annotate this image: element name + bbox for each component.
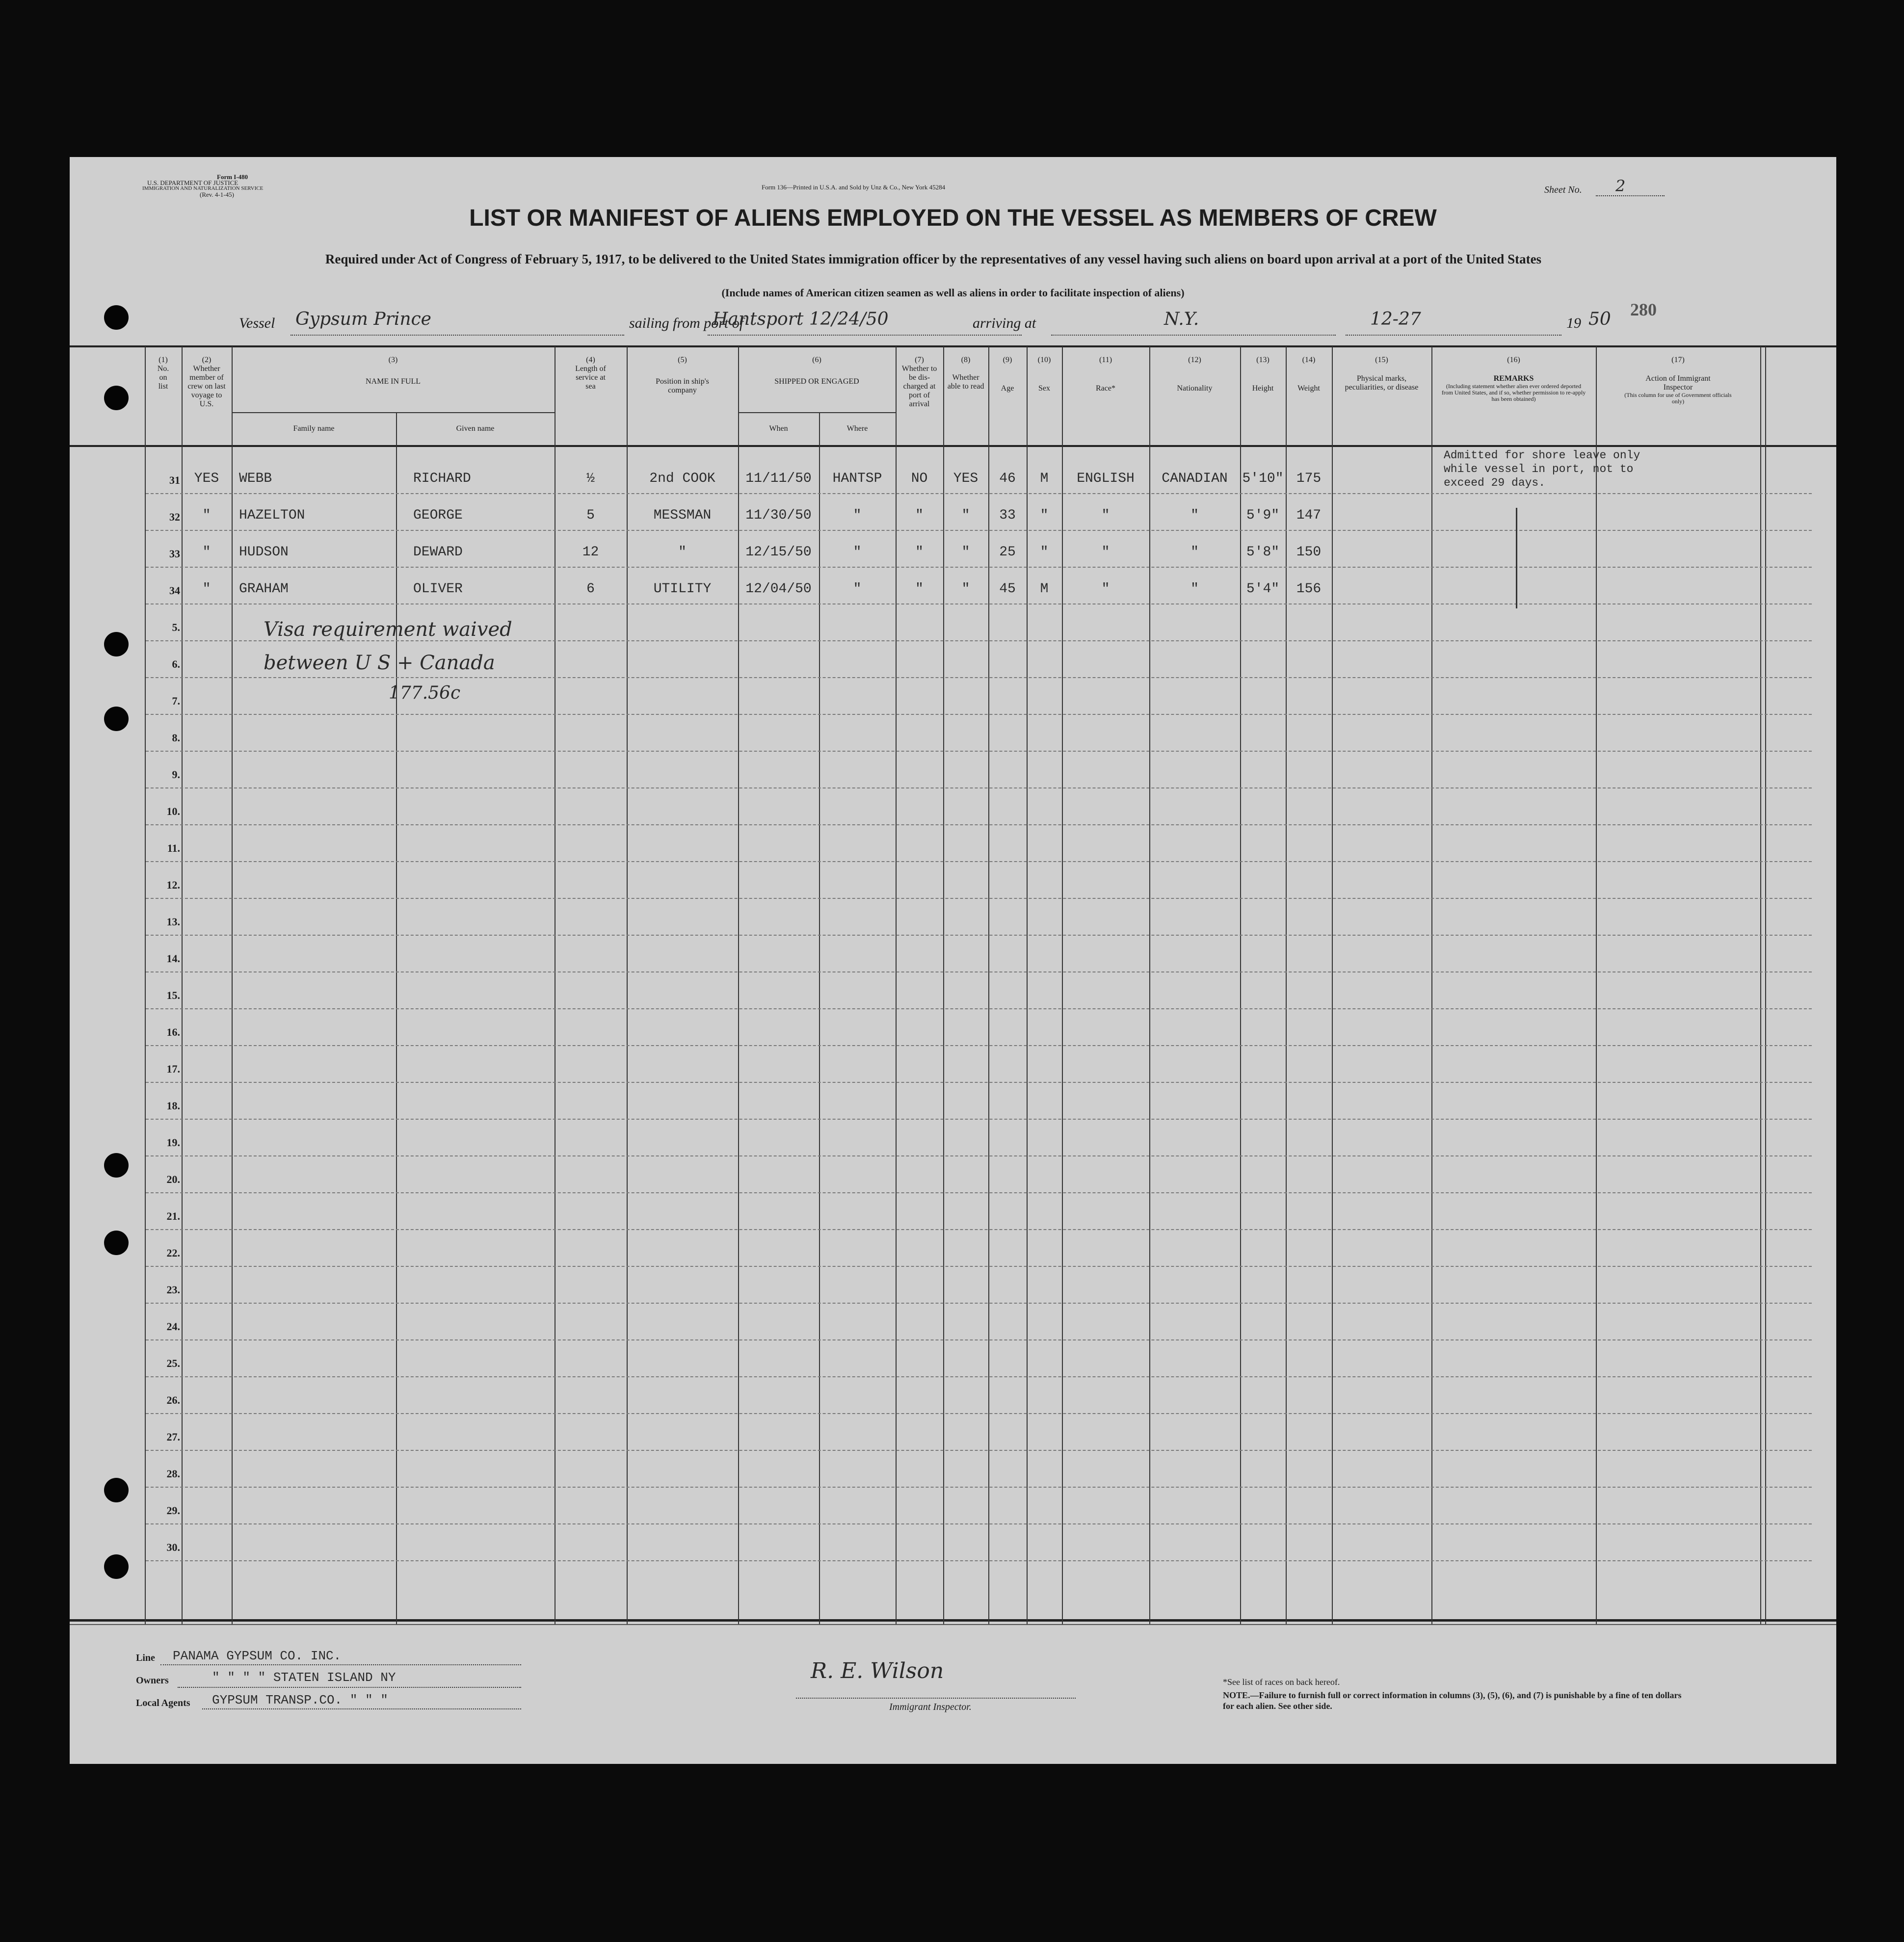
row-rule [146, 824, 1812, 825]
handwritten-note-line: Visa requirement waived [264, 618, 512, 641]
header-col-number: (3) [388, 356, 398, 364]
header-col-number: (11) [1099, 356, 1112, 364]
col-divider [738, 346, 739, 1624]
row-rule [146, 1523, 1812, 1524]
row-number: 22. [166, 1247, 180, 1259]
penalty-note-text: —Failure to furnish full or correct information in columns (3), (5), (6), and (7) is punishable by a fine of ten dollars for each alien. See other side. [1223, 1690, 1682, 1711]
col-divider [182, 346, 183, 1624]
cell-age: 33 [999, 508, 1016, 523]
cell-family: HUDSON [239, 545, 289, 560]
row-rule [146, 1339, 1812, 1340]
row-rule [146, 935, 1812, 936]
col-divider [1332, 346, 1333, 1624]
agents-label: Local Agents [136, 1698, 190, 1708]
printer-note: Form 136—Printed in U.S.A. and Sold by Unz & Co., New York 45284 [762, 184, 946, 191]
cell-sex: " [1040, 545, 1049, 560]
cell-when: 12/04/50 [745, 581, 812, 597]
service: IMMIGRATION AND NATURALIZATION SERVICE [142, 185, 264, 191]
header-no-on-list [145, 356, 182, 391]
cell-nationality: " [1190, 508, 1199, 523]
row-number: 34 [169, 584, 180, 597]
header-able-to-read [943, 356, 988, 391]
header-col-number: (5) [678, 356, 687, 364]
cell-where: HANTSP [832, 471, 882, 486]
cell-when: 11/30/50 [745, 508, 812, 523]
row-rule [146, 787, 1812, 788]
cell-sex: M [1040, 471, 1049, 486]
row-rule [146, 971, 1812, 972]
cell-race: " [1101, 508, 1110, 523]
page-title: LIST OR MANIFEST OF ALIENS EMPLOYED ON THE VESSEL AS MEMBERS OF CREW [469, 205, 1437, 231]
header-col-number: (17) [1671, 356, 1685, 364]
header-position [627, 356, 738, 395]
penalty-note [1223, 1690, 1689, 1711]
remarks-line: Admitted for shore leave only [1444, 449, 1640, 462]
arriving-label: arriving at [973, 315, 1036, 331]
header-col-label: Whether able to read [947, 373, 984, 391]
line-value: PANAMA GYPSUM CO. INC. [173, 1649, 342, 1663]
col-divider [1431, 346, 1432, 1624]
header-col-label: Physical marks, peculiarities, or disease [1345, 374, 1419, 392]
cell-position: MESSMAN [653, 508, 712, 523]
cell-position: 2nd COOK [649, 471, 715, 486]
races-note: *See list of races on back hereof. [1223, 1677, 1340, 1687]
row-number: 12. [166, 879, 180, 891]
department: U.S. DEPARTMENT OF JUSTICE [147, 179, 238, 186]
header-col-label: Length of service at sea [575, 365, 606, 391]
header-col-label: Nationality [1177, 384, 1213, 393]
row-number: 15. [166, 989, 180, 1001]
agents-value: GYPSUM TRANSP.CO. " " " [212, 1693, 388, 1707]
cell-where: " [853, 545, 862, 560]
agents-underline [202, 1708, 521, 1709]
col-divider [1760, 346, 1761, 1624]
row-rule [146, 861, 1812, 862]
cell-age: 45 [999, 581, 1016, 597]
cell-race: ENGLISH [1077, 471, 1135, 486]
cell-height: 5'8" [1246, 545, 1280, 560]
manifest-sheet [70, 157, 1836, 1764]
header-col-label: No. on list [157, 365, 169, 391]
cell-race: " [1101, 581, 1110, 597]
col-divider [232, 346, 233, 1624]
punch-hole [104, 632, 129, 656]
row-number: 11. [167, 842, 180, 854]
row-rule [146, 677, 1812, 678]
cell-last-voyage: " [202, 508, 211, 523]
row-number: 14. [166, 952, 180, 965]
punch-hole [104, 305, 129, 330]
table-bottom-rule-2 [70, 1624, 1836, 1625]
header-col-label: Sex [1038, 384, 1050, 393]
row-number: 26. [166, 1394, 180, 1406]
header-col-note: (Including statement whether alien ever ordered deported from United States, and if so, whether permission to re-apply has been obtained) [1441, 383, 1586, 402]
remarks-line: exceed 29 days. [1444, 476, 1546, 489]
row-rule [146, 751, 1812, 752]
cell-last-voyage: " [202, 545, 211, 560]
header-col-number: (7) [915, 356, 924, 364]
row-rule [146, 1413, 1812, 1414]
header-col-label: SHIPPED OR ENGAGED [774, 377, 859, 386]
sailing-port: Hantsport 12/24/50 [713, 309, 889, 329]
sailing-label: sailing from port of [629, 315, 744, 331]
row-number: 23. [166, 1284, 180, 1296]
col-divider [1027, 346, 1028, 1624]
cell-discharged: " [915, 508, 924, 523]
row-rule [146, 714, 1812, 715]
row-rule [146, 1082, 1812, 1083]
header-col-number: (8) [961, 356, 971, 364]
header-col-label: Position in ship's company [656, 377, 709, 394]
col-divider [1286, 346, 1287, 1624]
header-col-number: (10) [1037, 356, 1051, 364]
row-rule [146, 1450, 1812, 1451]
row-number: 28. [166, 1468, 180, 1480]
handwritten-note-line: between U S + Canada [264, 652, 495, 674]
inspector-label: Immigrant Inspector. [889, 1702, 972, 1712]
ditto-bracket-line [1516, 508, 1517, 608]
cell-where: " [853, 508, 862, 523]
cell-weight: 175 [1296, 471, 1322, 486]
cell-given: OLIVER [413, 581, 463, 597]
cell-read: " [961, 545, 970, 560]
vessel-name: Gypsum Prince [295, 309, 431, 329]
header-col-number: (6) [812, 356, 821, 364]
owners-label: Owners [136, 1675, 169, 1686]
header-age [988, 356, 1027, 393]
cell-given: DEWARD [413, 545, 463, 560]
cell-sex: " [1040, 508, 1049, 523]
header-col-label: Whether member of crew on last voyage to U.S. [187, 365, 226, 408]
header-col-label: Race* [1096, 384, 1115, 393]
vessel-label: Vessel [239, 315, 275, 331]
header-col-number: (13) [1256, 356, 1269, 364]
cell-nationality: " [1190, 581, 1199, 597]
sheet-number: 2 [1615, 177, 1626, 195]
cell-family: WEBB [239, 471, 272, 486]
cell-discharged: " [915, 545, 924, 560]
cell-weight: 150 [1296, 545, 1322, 560]
header-col-number: (16) [1507, 356, 1520, 364]
cell-read: " [961, 581, 970, 597]
cell-discharged: " [915, 581, 924, 597]
row-number: 30. [166, 1541, 180, 1553]
row-number: 6. [172, 658, 180, 670]
header-col-label: Height [1252, 384, 1274, 393]
cell-when: 12/15/50 [745, 545, 812, 560]
row-number: 33 [169, 548, 180, 560]
header-col-number: (15) [1375, 356, 1388, 364]
col-divider [988, 346, 989, 1624]
col-divider [1149, 346, 1150, 1624]
cell-family: GRAHAM [239, 581, 289, 597]
row-rule [146, 1303, 1812, 1304]
row-rule [146, 1045, 1812, 1046]
header-discharged [896, 356, 943, 409]
header-col-number: (1) [159, 356, 168, 364]
row-rule [146, 1560, 1812, 1561]
cell-service: 6 [586, 581, 595, 597]
header-physical-marks [1332, 356, 1431, 392]
row-rule [146, 1008, 1812, 1009]
header-col-number: (9) [1003, 356, 1012, 364]
col-divider [1240, 346, 1241, 1624]
col-divider [1062, 346, 1063, 1624]
header-remarks [1431, 356, 1596, 402]
punch-hole [104, 707, 129, 731]
header-family-name: Family name [293, 424, 335, 433]
shipped-subheader-rule [738, 412, 896, 413]
row-number: 32 [169, 511, 180, 523]
cell-height: 5'9" [1246, 508, 1280, 523]
cell-given: RICHARD [413, 471, 471, 486]
row-number: 8. [172, 732, 180, 744]
header-bottom-rule [70, 445, 1836, 447]
handwritten-note-line: 177.56c [389, 683, 461, 703]
header-shipped-or-engaged [738, 356, 896, 386]
header-sex [1027, 356, 1062, 393]
header-col-label: REMARKS [1493, 374, 1534, 383]
cell-read: " [961, 508, 970, 523]
cell-service: ½ [586, 471, 595, 486]
row-rule [146, 1229, 1812, 1230]
row-rule [146, 530, 1812, 531]
arrival-year: 50 [1588, 309, 1611, 329]
cell-given: GEORGE [413, 508, 463, 523]
row-number: 24. [166, 1320, 180, 1333]
cell-nationality: " [1190, 545, 1199, 560]
punch-hole [104, 1153, 129, 1178]
remarks-line: while vessel in port, not to [1444, 463, 1634, 475]
name-subheader-rule [232, 412, 555, 413]
cell-last-voyage: YES [194, 471, 219, 486]
cell-height: 5'4" [1246, 581, 1280, 597]
row-rule [146, 1487, 1812, 1488]
table-bottom-rule [70, 1619, 1836, 1622]
row-number: 18. [166, 1100, 180, 1112]
cell-service: 12 [582, 545, 599, 560]
arriving-underline [1051, 335, 1336, 336]
header-inspector-action [1596, 356, 1760, 405]
requirement-text: Required under Act of Congress of February 5, 1917, to be delivered to the United States immigration officer by the representatives of any vessel having such aliens on board upon arrival at a port of the United States [325, 252, 1542, 266]
col-divider [943, 346, 944, 1624]
cell-age: 46 [999, 471, 1016, 486]
header-col-number: (2) [202, 356, 212, 364]
date-underline [1346, 335, 1561, 336]
inspector-signature: R. E. Wilson [811, 1658, 944, 1683]
header-col-label: Whether to be dis-charged at port of arrival [901, 365, 937, 408]
row-number: 13. [166, 916, 180, 928]
cell-weight: 156 [1296, 581, 1322, 597]
line-underline [160, 1664, 521, 1665]
header-col-number: (12) [1188, 356, 1201, 364]
arriving-port: N.Y. [1164, 309, 1199, 329]
header-col-label: Age [1001, 384, 1014, 393]
arrival-date: 12-27 [1370, 309, 1421, 329]
row-rule [146, 1192, 1812, 1193]
row-number: 7. [172, 695, 180, 707]
sheet-underline [1596, 195, 1665, 196]
include-note: (Include names of American citizen seamen as well as aliens in order to facilitate inspection of aliens) [721, 287, 1185, 299]
cell-weight: 147 [1296, 508, 1322, 523]
sheet-label: Sheet No. [1544, 184, 1582, 195]
cell-sex: M [1040, 581, 1049, 597]
header-length-of-service [555, 356, 627, 391]
header-given-name: Given name [456, 424, 495, 433]
row-number: 16. [166, 1026, 180, 1038]
row-number: 19. [166, 1136, 180, 1149]
cell-where: " [853, 581, 862, 597]
table-top-rule [70, 345, 1836, 347]
header-col-label: NAME IN FULL [366, 377, 421, 386]
header-weight [1286, 356, 1332, 393]
col-divider [627, 346, 628, 1624]
owners-value: " " " " STATEN ISLAND NY [212, 1670, 396, 1685]
header-when: When [769, 424, 788, 433]
col-divider [1596, 346, 1597, 1624]
revision: (Rev. 4-1-45) [200, 191, 234, 198]
header-last-voyage [182, 356, 232, 409]
cell-family: HAZELTON [239, 508, 305, 523]
col-divider [896, 346, 897, 1624]
header-where: Where [846, 424, 868, 433]
row-number: 21. [166, 1210, 180, 1222]
col-divider [1765, 346, 1766, 1624]
header-col-label: Action of Immigrant Inspector [1645, 374, 1711, 392]
cell-position: " [678, 545, 687, 560]
header-col-number: (14) [1302, 356, 1316, 364]
cell-nationality: CANADIAN [1162, 471, 1228, 486]
row-number: 9. [172, 768, 180, 781]
row-rule [146, 567, 1812, 568]
punch-hole [104, 1478, 129, 1502]
col-divider [396, 413, 397, 1624]
year-prefix: 19 [1566, 315, 1581, 331]
cell-service: 5 [586, 508, 595, 523]
form-number: Form I-480 [217, 173, 248, 181]
row-rule [146, 493, 1812, 494]
cell-height: 5'10" [1242, 471, 1284, 486]
sailing-underline [708, 335, 1022, 336]
cell-read: YES [953, 471, 978, 486]
signature-underline [796, 1698, 1076, 1699]
punch-hole [104, 1231, 129, 1255]
punch-hole [104, 1554, 129, 1579]
punch-hole [104, 386, 129, 410]
header-col-note: (This column for use of Government officials only) [1624, 392, 1732, 405]
row-number: 31 [169, 474, 180, 486]
vessel-underline [291, 335, 624, 336]
line-label: Line [136, 1653, 155, 1663]
page-stamp: 280 [1630, 300, 1657, 319]
row-number: 25. [166, 1357, 180, 1369]
cell-race: " [1101, 545, 1110, 560]
row-number: 10. [166, 805, 180, 817]
header-height [1240, 356, 1286, 393]
row-rule [146, 1155, 1812, 1156]
header-race [1062, 356, 1149, 393]
row-rule [146, 1376, 1812, 1377]
cell-discharged: NO [911, 471, 928, 486]
row-number: 27. [166, 1431, 180, 1443]
row-number: 20. [166, 1173, 180, 1185]
row-rule [146, 1119, 1812, 1120]
cell-age: 25 [999, 545, 1016, 560]
header-col-number: (4) [586, 356, 595, 364]
row-number: 17. [166, 1063, 180, 1075]
row-rule [146, 898, 1812, 899]
row-number: 29. [166, 1504, 180, 1517]
penalty-note-label: NOTE. [1223, 1690, 1250, 1700]
cell-last-voyage: " [202, 581, 211, 597]
row-rule [146, 1266, 1812, 1267]
header-name-in-full [232, 356, 555, 386]
header-col-label: Weight [1297, 384, 1320, 393]
row-number: 5. [172, 621, 180, 633]
cell-position: UTILITY [653, 581, 712, 597]
owners-underline [178, 1687, 521, 1688]
cell-when: 11/11/50 [745, 471, 812, 486]
header-nationality [1149, 356, 1240, 393]
